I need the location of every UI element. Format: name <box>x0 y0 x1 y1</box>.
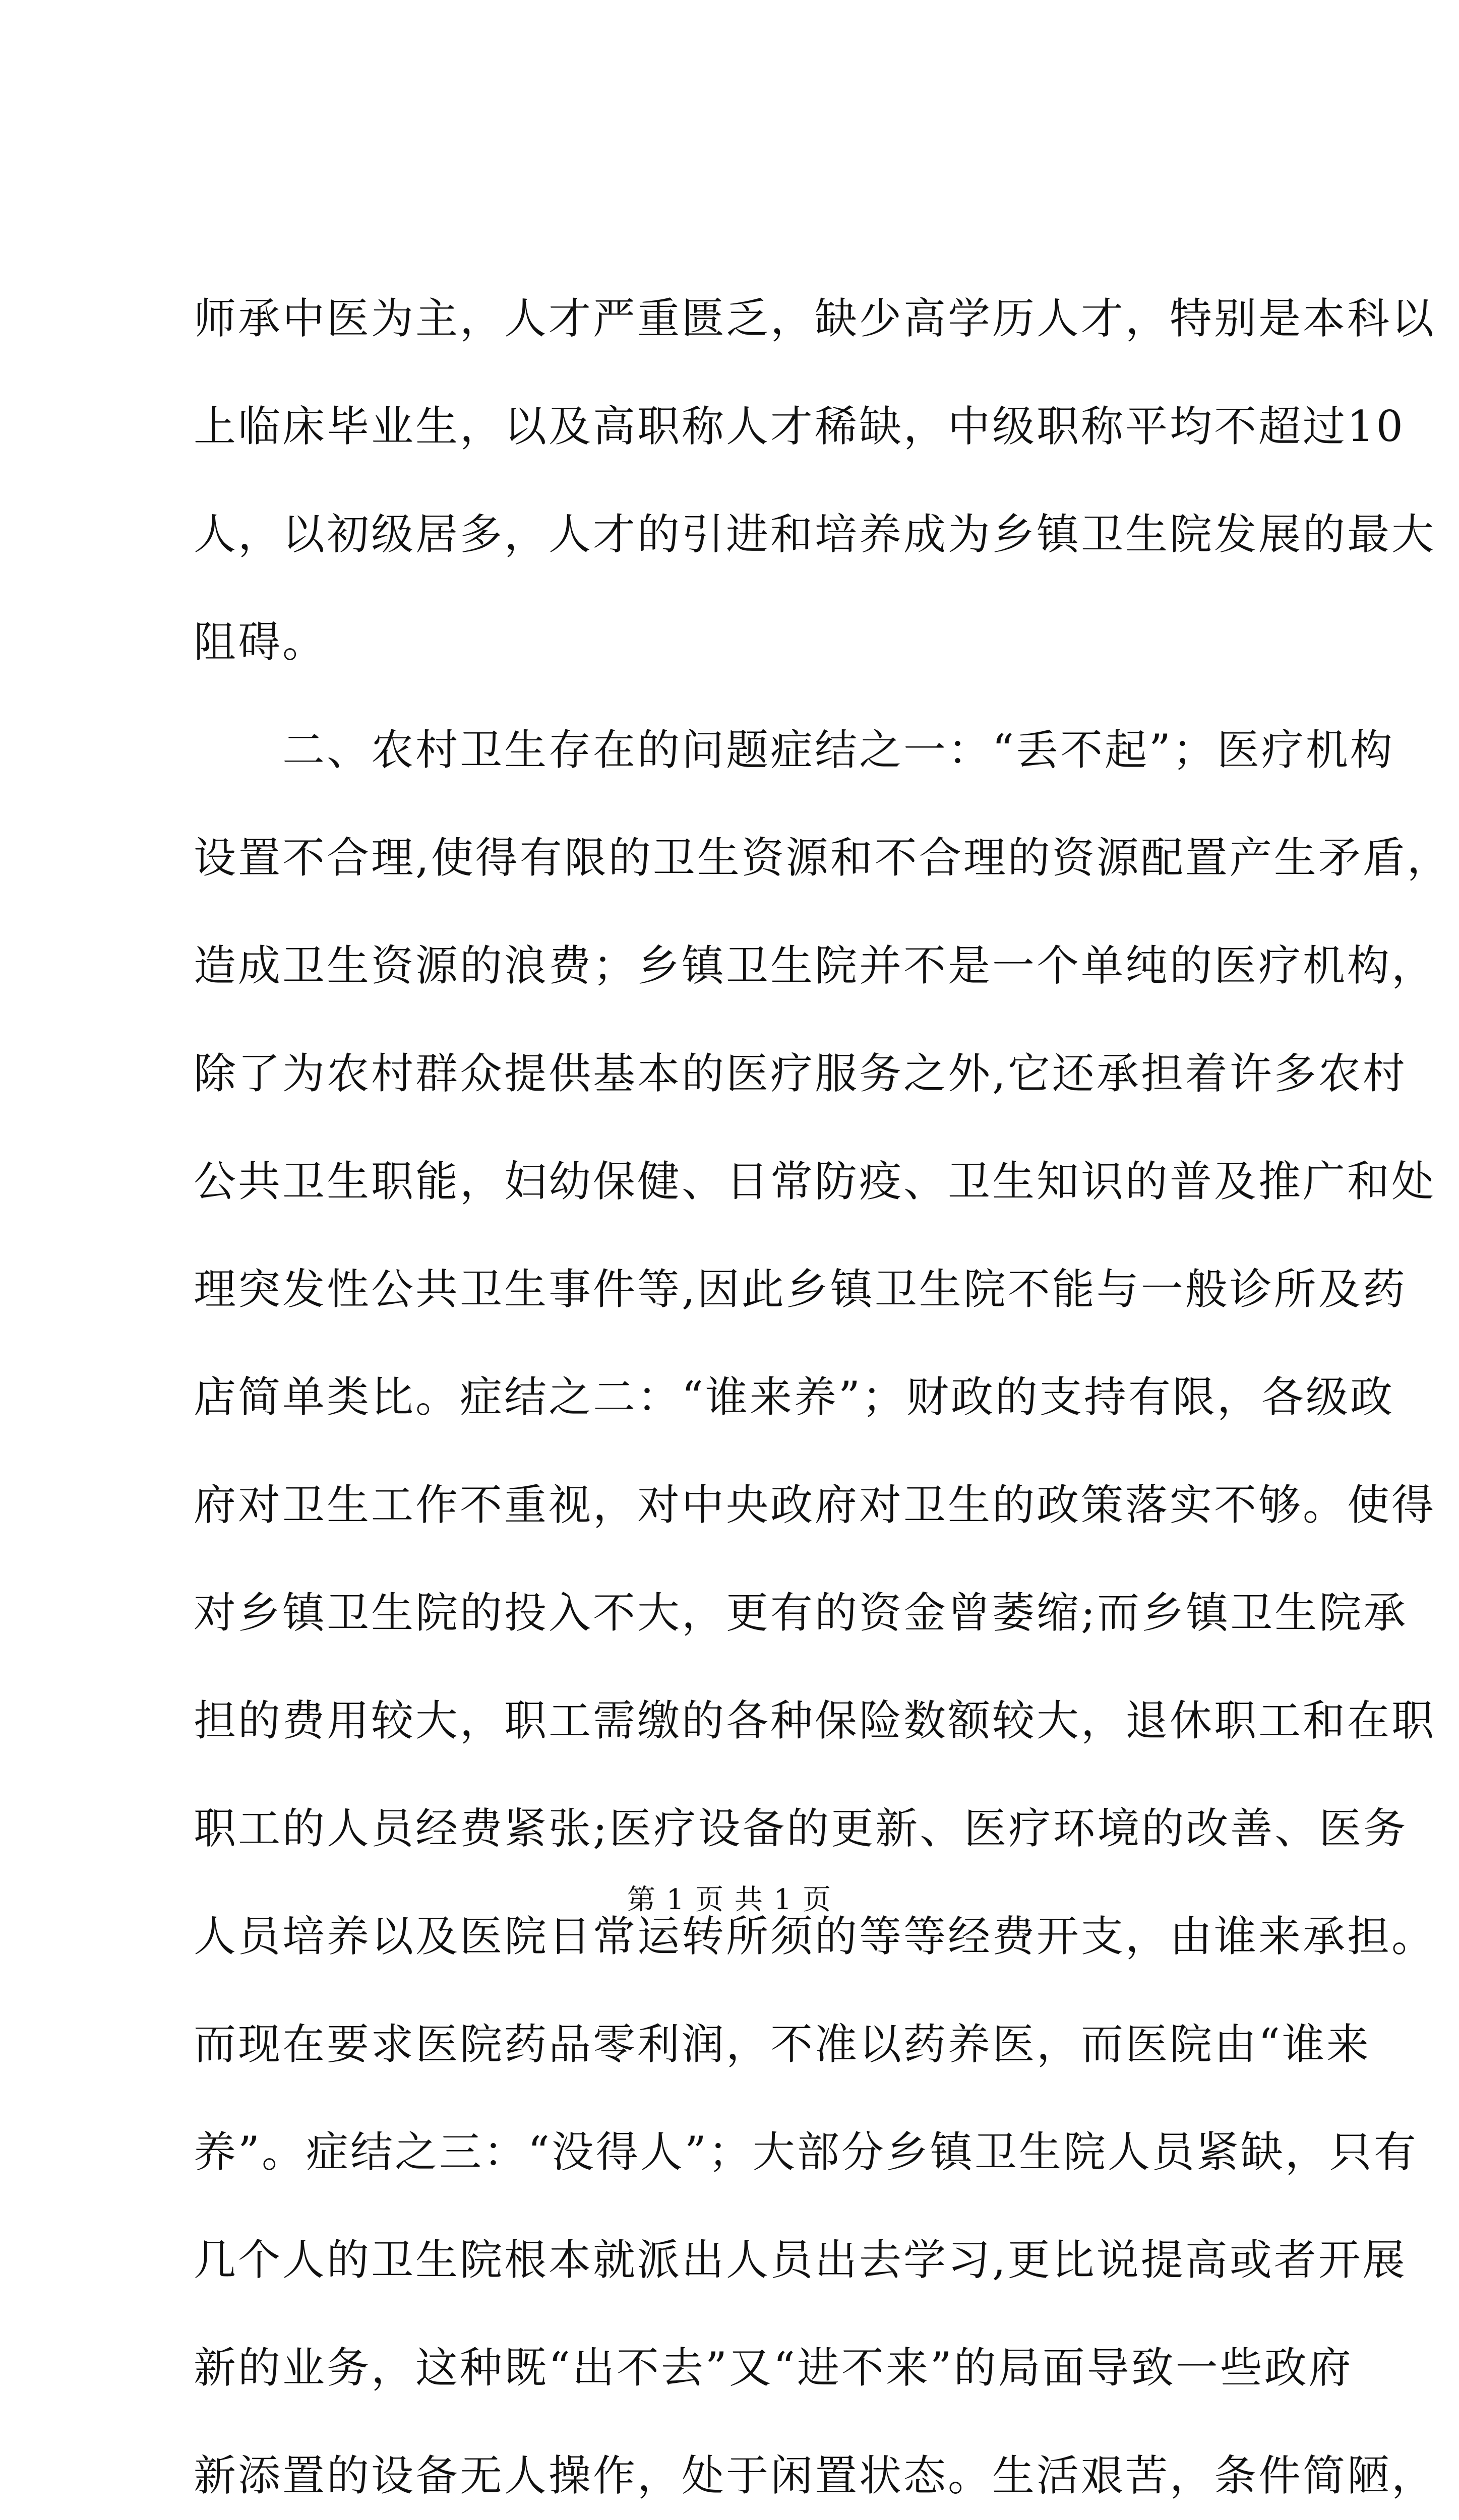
text-line: 新的业务，这种既“出不去”又“进不来”的局面导致一些政府 <box>194 2343 1353 2392</box>
text-line: 养”。症结之三：“没得人”；大部分乡镇卫生院人员紧缺，只有 <box>194 2127 1418 2177</box>
text-line: 新添置的设备无人操作，处于闲置状态。生活艰苦，条件简陋， <box>194 2451 1436 2500</box>
text-line: 而现在要求医院药品零利润，不准以药养医，而医院由“谁来 <box>194 2020 1371 2069</box>
text-line: 阻碍。 <box>194 617 327 667</box>
text-line: 上临床毕业生，以及高职称人才稀缺，中级职称平均不超过10 <box>194 402 1405 451</box>
text-line: 公共卫生职能，妇幼保健、日常防疫、卫生知识的普及推广和处 <box>194 1157 1436 1206</box>
text-line: 二、农村卫生存在的问题症结之一：“丢不起”；医疗机构 <box>282 725 1394 775</box>
page-footer: 第 1 页 共 1 页 <box>627 1883 832 1916</box>
text-line: 设置不合理,使得有限的卫生资源和不合理的资源配置产生矛盾， <box>194 833 1451 883</box>
text-line: 师承中医为主，人才严重匮乏，缺少高学历人才，特别是本科以 <box>194 294 1436 343</box>
text-line: 对乡镇卫生院的投入不大，更有的资金曾萎缩;而乡镇卫生院承 <box>194 1588 1408 1637</box>
text-line: 担的费用较大，职工需缴的各种保险数额较大，退休职工和在职 <box>194 1696 1436 1745</box>
text-line: 除了为农村群众提供基本的医疗服务之外,它还承担着许多农村 <box>194 1049 1407 1098</box>
text-line: 人员培养以及医院日常运转所须的等等经费开支，由谁来承担。 <box>194 1912 1436 1961</box>
text-line: 造成卫生资源的浪费；乡镇卫生院并不是一个单纯的医疗机构， <box>194 941 1436 990</box>
text-line: 理突发性公共卫生事件等,因此乡镇卫生院不能与一般诊所及药 <box>194 1265 1407 1314</box>
text-line: 职工的人员经费紧张;医疗设备的更新、医疗环境的改善、医务 <box>194 1804 1408 1853</box>
text-line: 人，以初级居多，人才的引进和培养成为乡镇卫生院发展的最大 <box>194 510 1436 559</box>
text-line: 店简单类比。症结之二：“谁来养”；财政的支持有限，各级政 <box>194 1372 1394 1422</box>
body-text <box>194 265 1451 2520</box>
text-line: 几个人的卫生院根本就派出人员出去学习,更比说提高或者开展 <box>194 2235 1407 2285</box>
text-line: 府对卫生工作不重视，对中央政府对卫生的政策落实不够。使得 <box>194 1480 1436 1530</box>
